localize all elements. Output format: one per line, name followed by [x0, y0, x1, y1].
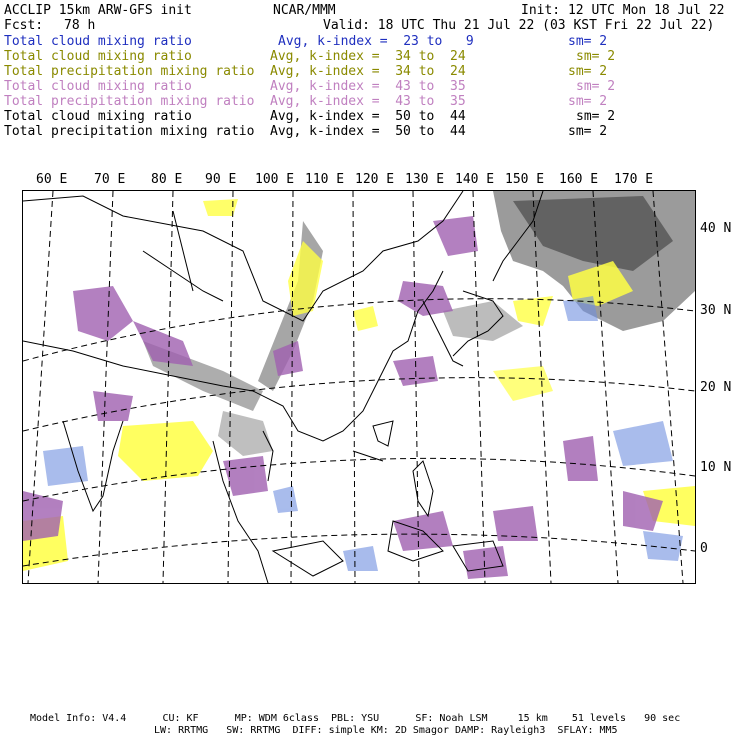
legend-field-label: Total cloud mixing ratio	[4, 34, 192, 49]
footer-physics-info: LW: RRTMG SW: RRTMG DIFF: simple KM: 2D Smagor DAMP: Rayleigh3 SFLAY: MM5	[154, 725, 618, 736]
longitude-tick-label: 150 E	[505, 172, 545, 187]
legend-field-label: Total cloud mixing ratio	[4, 109, 192, 124]
forecast-hours: 78 h	[64, 18, 96, 33]
latitude-tick-label: 0	[700, 541, 708, 556]
latitude-tick-label: 30 N	[700, 303, 732, 318]
legend-avg-range: Avg, k-index = 34 to 24	[270, 49, 466, 64]
longitude-tick-label: 130 E	[405, 172, 445, 187]
legend-field-label: Total precipitation mixing ratio	[4, 64, 255, 79]
latitude-tick-label: 20 N	[700, 380, 732, 395]
longitude-tick-label: 80 E	[151, 172, 183, 187]
legend-smoothing: sm= 2	[576, 49, 616, 64]
legend-avg-range: Avg, k-index = 34 to 24	[270, 64, 466, 79]
legend-avg-range: Avg, k-index = 23 to 9	[278, 34, 474, 49]
legend-smoothing: sm= 2	[568, 64, 608, 79]
longitude-tick-label: 140 E	[455, 172, 495, 187]
legend-smoothing: sm= 2	[568, 34, 608, 49]
model-title: ACCLIP 15km ARW-GFS init	[4, 3, 192, 18]
legend-field-label: Total cloud mixing ratio	[4, 49, 192, 64]
longitude-tick-label: 90 E	[205, 172, 237, 187]
longitude-tick-label: 60 E	[36, 172, 68, 187]
legend-avg-range: Avg, k-index = 50 to 44	[270, 109, 466, 124]
init-time: Init: 12 UTC Mon 18 Jul 22	[521, 3, 725, 18]
latitude-tick-label: 40 N	[700, 221, 732, 236]
legend-avg-range: Avg, k-index = 43 to 35	[270, 94, 466, 109]
legend-avg-range: Avg, k-index = 50 to 44	[270, 124, 466, 139]
legend-smoothing: sm= 2	[568, 94, 608, 109]
longitude-tick-label: 160 E	[559, 172, 599, 187]
longitude-tick-label: 100 E	[255, 172, 295, 187]
legend-smoothing: sm= 2	[568, 124, 608, 139]
valid-time: Valid: 18 UTC Thu 21 Jul 22 (03 KST Fri 22 Jul 22)	[323, 18, 715, 33]
longitude-tick-label: 70 E	[94, 172, 126, 187]
legend-smoothing: sm= 2	[576, 79, 616, 94]
latitude-tick-label: 10 N	[700, 460, 732, 475]
legend-field-label: Total cloud mixing ratio	[4, 79, 192, 94]
forecast-label: Fcst:	[4, 18, 44, 33]
legend-field-label: Total precipitation mixing ratio	[4, 124, 255, 139]
footer-model-info: Model Info: V4.4 CU: KF MP: WDM 6class PBL: YSU SF: Noah LSM 15 km 51 levels 90 sec	[30, 713, 681, 724]
longitude-tick-label: 170 E	[614, 172, 654, 187]
longitude-tick-label: 120 E	[355, 172, 395, 187]
legend-smoothing: sm= 2	[576, 109, 616, 124]
map-panel	[22, 190, 696, 584]
longitude-tick-label: 110 E	[305, 172, 345, 187]
gray-cloud-layer	[143, 191, 695, 456]
organization-label: NCAR/MMM	[273, 3, 336, 18]
legend-field-label: Total precipitation mixing ratio	[4, 94, 255, 109]
map-canvas	[23, 191, 695, 583]
legend-avg-range: Avg, k-index = 43 to 35	[270, 79, 466, 94]
